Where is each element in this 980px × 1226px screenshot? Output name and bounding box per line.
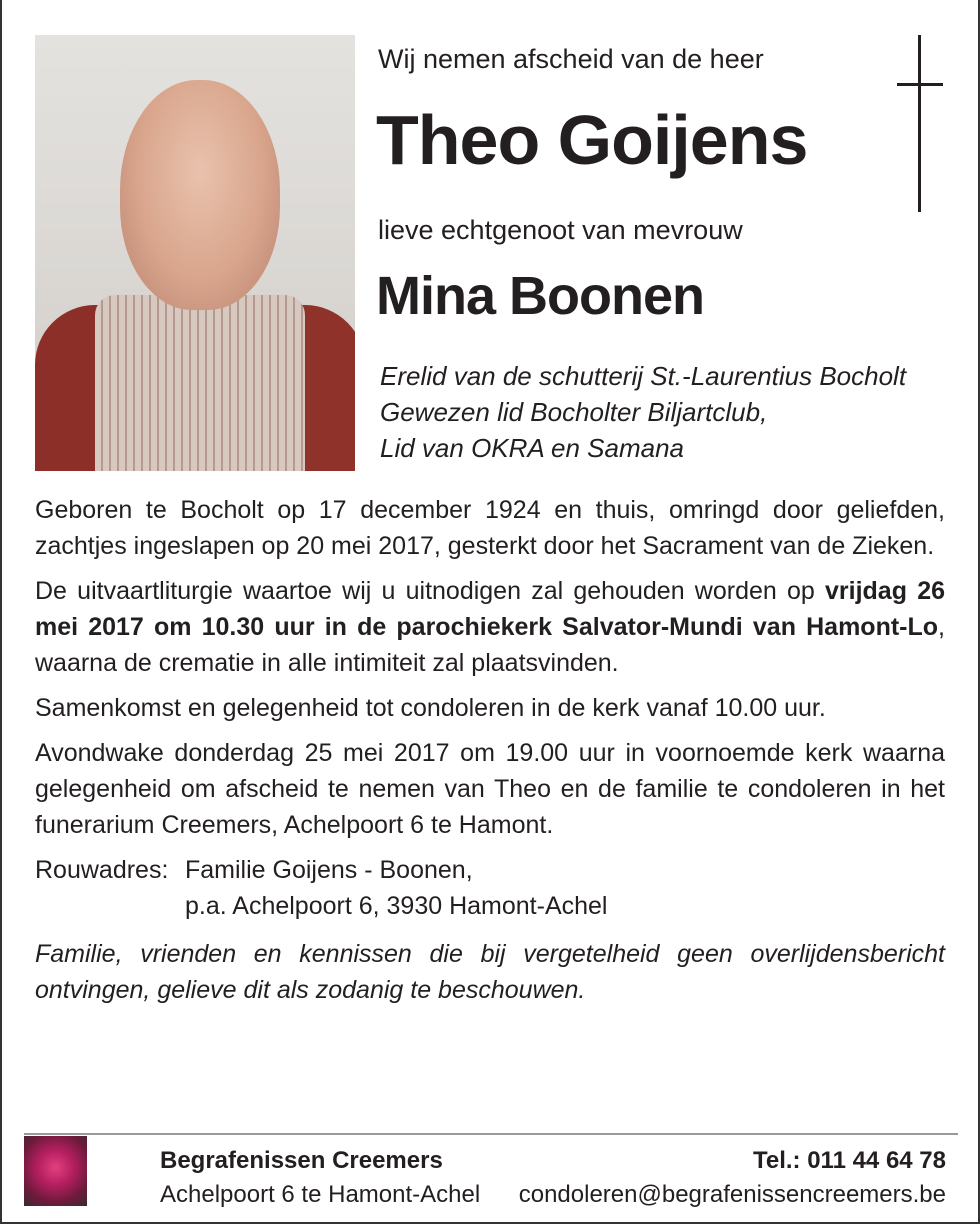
deceased-name: Theo Goijens: [376, 101, 808, 179]
spouse-name: Mina Boonen: [376, 266, 704, 326]
honors: [380, 358, 906, 466]
funeral-home-email[interactable]: condoleren@begrafenissencreemers.be: [518, 1181, 946, 1208]
spouse-intro: lieve echtgenoot van mevrouw: [378, 215, 743, 245]
funeral-home-name: Begrafenissen Creemers: [160, 1147, 443, 1174]
portrait-photo: [35, 35, 355, 471]
obituary-body: [35, 492, 945, 1017]
footer-divider: [24, 1133, 958, 1135]
mourning-address: [35, 852, 945, 924]
funeral-paragraph: De uitvaartliturgie waartoe wij u uitnodigen zal gehouden worden op vrijdag 26 mei 2017 om 10.30 uur in de parochiekerk Salvator-Mundi van Hamont-Lo, waarna de crematie in alle intimiteit zal plaatsvinden.: [35, 577, 945, 677]
honor-line: Lid van OKRA en Samana: [380, 433, 684, 463]
honor-line: Erelid van de schutterij St.-Laurentius Bocholt: [380, 361, 907, 391]
address-label: Rouwadres:: [35, 856, 169, 884]
funeral-home-phone: Tel.: 011 44 64 78: [752, 1147, 946, 1174]
condolence-paragraph: Samenkomst en gelegenheid tot condoleren in de kerk vanaf 10.00 uur.: [35, 694, 826, 722]
funeral-home-address: Achelpoort 6 te Hamont-Achel: [160, 1181, 481, 1208]
birth-paragraph: Geboren te Bocholt op 17 december 1924 en thuis, omringd door geliefden, zachtjes ingeslapen op 20 mei 2017, gesterkt door het Sacrament van de Zieken.: [35, 496, 945, 560]
closing-note: Familie, vrienden en kennissen die bij vergetelheid geen overlijdensbericht ontvingen, gelieve dit als zodanig te beschouwen.: [35, 940, 945, 1004]
wake-paragraph: Avondwake donderdag 25 mei 2017 om 19.00 uur in voornoemde kerk waarna gelegenheid om afscheid te nemen van Theo en de familie te condoleren in het funerarium Creemers, Achelpoort 6 te Hamont.: [35, 739, 945, 839]
honor-line: Gewezen lid Bocholter Biljartclub,: [380, 397, 768, 427]
intro-text: Wij nemen afscheid van de heer: [378, 44, 764, 74]
address-line: p.a. Achelpoort 6, 3930 Hamont-Achel: [185, 892, 608, 920]
address-line: Familie Goijens - Boonen,: [185, 856, 473, 884]
funeral-details: vrijdag 26 mei 2017 om 10.30 uur in de parochiekerk Salvator-Mundi van Hamont-Lo: [35, 577, 945, 641]
rose-image: [24, 1136, 87, 1206]
